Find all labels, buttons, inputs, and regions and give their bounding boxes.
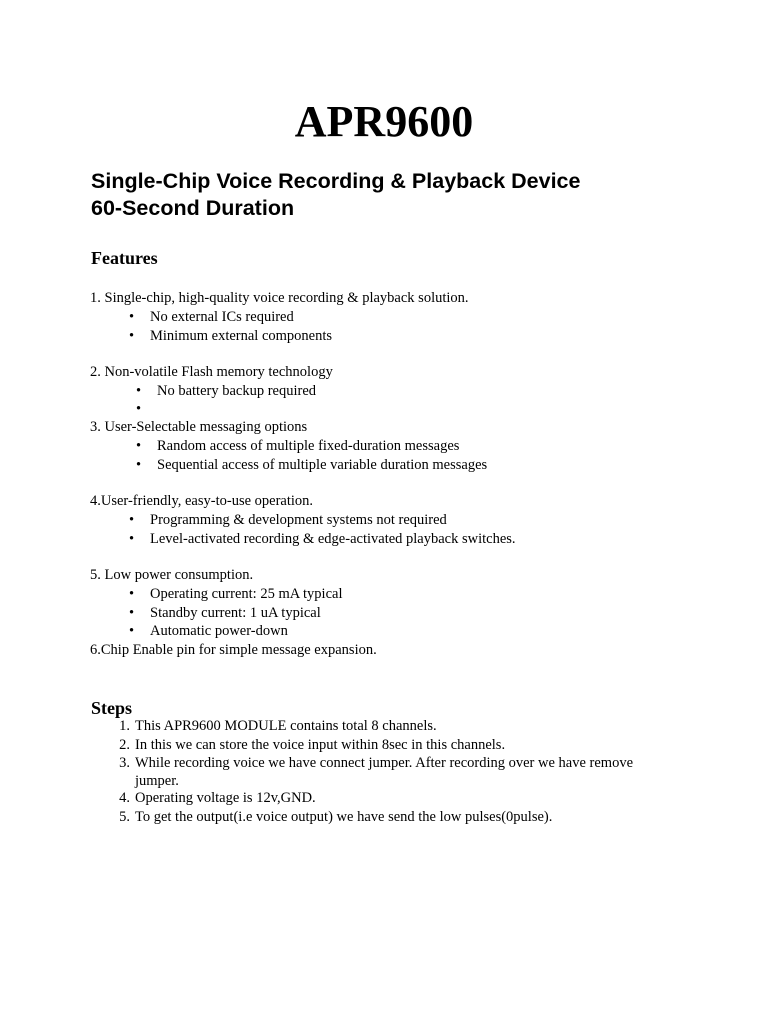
bullet-dot: • — [136, 383, 142, 399]
feature-item: 5. Low power consumption. — [90, 567, 254, 583]
feature-bullet: • Programming & development systems not required — [129, 512, 447, 528]
step-item: 5. To get the output(i.e voice output) we have send the low pulses(0pulse). — [119, 809, 553, 825]
bullet-dot: • — [129, 328, 135, 344]
feature-item: 1. Single-chip, high-quality voice recording & playback solution. — [90, 290, 469, 306]
bullet-dot: • — [136, 438, 142, 454]
feature-bullet: • Level-activated recording & edge-activated playback switches. — [129, 531, 516, 547]
feature-bullet: • No battery backup required — [136, 383, 317, 399]
feature-item: 2. Non-volatile Flash memory technology — [90, 364, 333, 380]
feature-item: 3. User-Selectable messaging options — [90, 419, 308, 435]
subtitle-line-2: 60-Second Duration — [91, 196, 295, 220]
feature-item: 4.User-friendly, easy-to-use operation. — [90, 493, 314, 509]
feature-item: 6.Chip Enable pin for simple message expansion. — [90, 642, 377, 658]
features-heading: Features — [91, 248, 158, 268]
feature-bullet: • Automatic power-down — [129, 623, 288, 639]
document-subtitle — [91, 168, 580, 222]
step-item: 1. This APR9600 MODULE contains total 8 channels. — [119, 718, 437, 734]
steps-heading: Steps — [91, 698, 133, 718]
step-item: 3. While recording voice we have connect jumper. After recording over we have remove jumper. — [119, 755, 634, 789]
bullet-dot: • — [129, 309, 135, 325]
feature-bullet: • Operating current: 25 mA typical — [129, 586, 343, 602]
bullet-dot: • — [129, 586, 135, 602]
feature-bullet: • Minimum external components — [129, 328, 333, 344]
bullet-dot: • — [136, 401, 142, 417]
step-item: 4. Operating voltage is 12v,GND. — [119, 790, 316, 806]
feature-bullet: • Random access of multiple fixed-duration messages — [136, 438, 460, 454]
bullet-dot: • — [129, 623, 135, 639]
bullet-dot: • — [136, 457, 142, 473]
document-title: APR9600 — [294, 97, 474, 146]
feature-bullet: • Sequential access of multiple variable duration messages — [136, 457, 488, 473]
subtitle-line-1: Single-Chip Voice Recording & Playback Device — [91, 169, 581, 193]
feature-bullet: • Standby current: 1 uA typical — [129, 605, 321, 621]
bullet-dot: • — [129, 512, 135, 528]
step-item: 2. In this we can store the voice input within 8sec in this channels. — [119, 737, 506, 753]
feature-bullet: • No external ICs required — [129, 309, 294, 325]
bullet-dot: • — [129, 605, 135, 621]
bullet-dot: • — [129, 531, 135, 547]
